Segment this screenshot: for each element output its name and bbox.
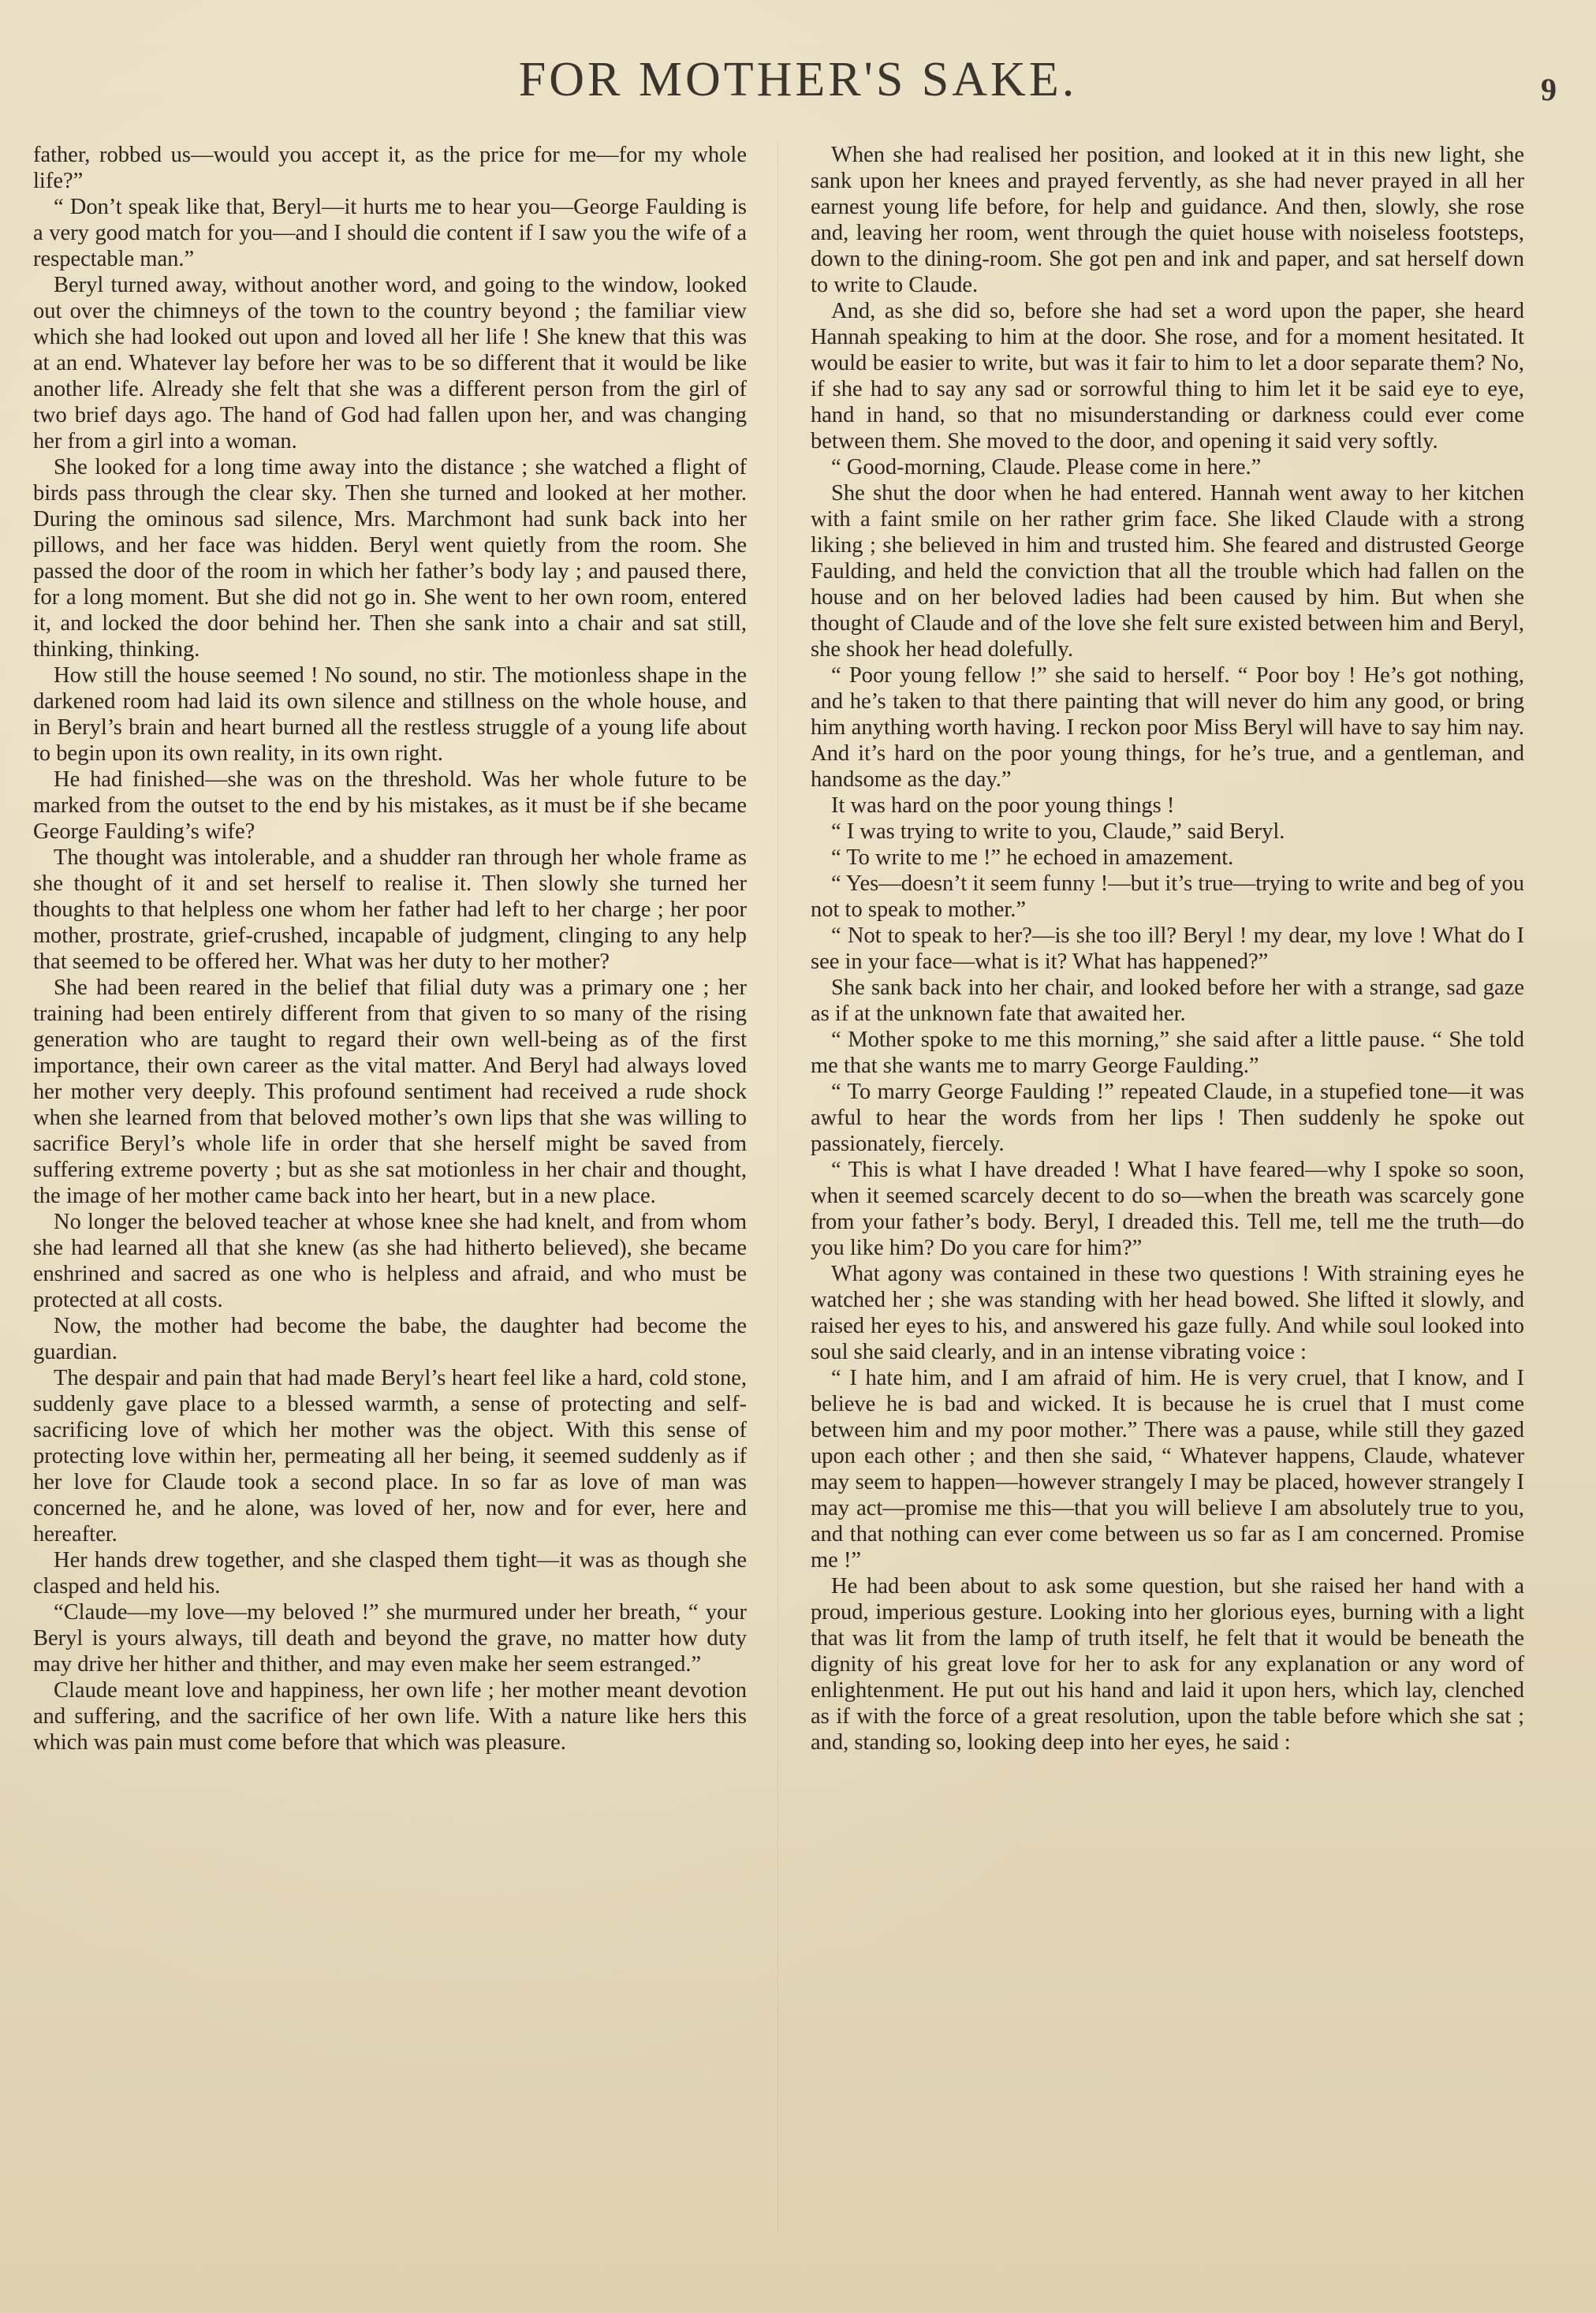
paragraph: He had finished—she was on the threshold. Was her whole future to be marked from the outset to the end by his mistakes, as it must be if she became George Faulding’s wife? — [33, 767, 747, 844]
paragraph: “ Don’t speak like that, Beryl—it hurts me to hear you—George Faulding is a very good match for you—and I should die content if I saw you the wife of a respectable man.” — [33, 195, 747, 271]
paragraph: No longer the beloved teacher at whose knee she had knelt, and from whom she had learned all that she knew (as she had hitherto believed), she became enshrined and sacred as one who is helpless and afraid, and who must be protected at all costs. — [33, 1210, 747, 1312]
right-column — [811, 142, 1524, 1755]
paragraph: He had been about to ask some question, but she raised her hand with a proud, imperious gesture. Looking into her glorious eyes, burning with a light that was lit from the lamp of truth itself, he felt that it would be beneath the dignity of his great love for her to ask for any explanation or any word of enlightenment. He put out his hand and laid it upon hers, which lay, clenched as if with the force of a great resolution, upon the table before which she sat ; and, standing so, looking deep into her eyes, he said : — [811, 1574, 1524, 1755]
paragraph: The thought was intolerable, and a shudder ran through her whole frame as she thought of it and set herself to realise it. Then slowly she turned her thoughts to that helpless one whom her father had left to her charge ; her poor mother, prostrate, grief-crushed, incapable of judgment, clinging to any help that seemed to be offered her. What was her duty to her mother? — [33, 845, 747, 974]
paragraph: She shut the door when he had entered. Hannah went away to her kitchen with a faint smile on her rather grim face. She liked Claude with a strong liking ; she believed in him and trusted him. She feared and distrusted George Faulding, and held the conviction that all the trouble which had fallen on the house and on her beloved ladies had been caused by him. But when she thought of Claude and of the love she felt sure existed between him and Beryl, she shook her head dolefully. — [811, 481, 1524, 662]
paragraph: When she had realised her position, and looked at it in this new light, she sank upon her knees and prayed fervently, as she had never prayed in all her earnest young life before, for help and guidance. And then, slowly, she rose and, leaving her room, went through the quiet house with noiseless footsteps, down to the dining-room. She got pen and ink and paper, and sat herself down to write to Claude. — [811, 143, 1524, 297]
paragraph: She had been reared in the belief that filial duty was a primary one ; her training had been entirely different from that given to so many of the rising generation who are taught to regard their own well-being as of the first importance, their own career as the vital matter. And Beryl had always loved her mother very deeply. This profound sentiment had received a rude shock when she learned from that beloved mother’s own lips that she was willing to sacrifice Beryl’s whole life in order that she herself might be saved from suffering extreme poverty ; but as she sat motionless in her chair and thought, the image of her mother came back into her heart, but in a new place. — [33, 976, 747, 1208]
paragraph: Claude meant love and happiness, her own life ; her mother meant devotion and suffering, and the sacrifice of her own life. With a nature like hers this which was pain must come before that which was pleasure. — [33, 1678, 747, 1755]
paragraph: father, robbed us—would you accept it, as the price for me—for my whole life?” — [33, 143, 747, 193]
page-number: 9 — [1541, 72, 1557, 107]
paragraph: What agony was contained in these two questions ! With straining eyes he watched her ; she was standing with her head bowed. She lifted it slowly, and raised her eyes to his, and answered his gaze fully. And while soul looked into soul she said clearly, and in an intense vibrating voice : — [811, 1262, 1524, 1364]
paragraph: It was hard on the poor young things ! — [831, 793, 1175, 818]
paragraph: “ Poor young fellow !” she said to herself. “ Poor boy ! He’s got nothing, and he’s taken to that there painting that will never do him any good, or bring him anything worth having. I reckon poor Miss Beryl will have to say him nay. And it’s hard on the poor young things, for he’s true, and a gentleman, and handsome as the day.” — [811, 663, 1524, 792]
paragraph: “Claude—my love—my beloved !” she murmured under her breath, “ your Beryl is yours always, till death and beyond the grave, no matter how duty may drive her hither and thither, and may even make her seem estranged.” — [33, 1600, 747, 1677]
column-gutter — [777, 142, 778, 2232]
paragraph: “ To marry George Faulding !” repeated Claude, in a stupefied tone—it was awful to hear the words from her lips ! Then suddenly he spoke out passionately, fiercely. — [811, 1080, 1524, 1156]
running-head: FOR MOTHER'S SAKE. — [518, 53, 1078, 106]
paragraph: Beryl turned away, without another word, and going to the window, looked out over the chimneys of the town to the country beyond ; the familiar view which she had looked out upon and loved all her life ! She knew that this was at an end. Whatever lay before her was to be so different that it would be like another life. Already she felt that she was a different person from the girl of two brief days ago. The hand of God had fallen upon her, and was changing her from a girl into a woman. — [33, 273, 747, 453]
paragraph: “ Not to speak to her?—is she too ill? Beryl ! my dear, my love ! What do I see in your face—what is it? What has happened?” — [811, 923, 1524, 974]
paragraph: “ This is what I have dreaded ! What I have feared—why I spoke so soon, when it seemed scarcely decent to do so—when the breath was scarcely gone from your father’s body. Beryl, I dreaded this. Tell me, tell me the truth—do you like him? Do you care for him?” — [811, 1158, 1524, 1260]
paragraph: “ Yes—doesn’t it seem funny !—but it’s true—trying to write and beg of you not to speak to mother.” — [811, 871, 1524, 922]
paragraph: “ Mother spoke to me this morning,” she said after a little pause. “ She told me that she wants me to marry George Faulding.” — [811, 1028, 1524, 1078]
paragraph: “ I was trying to write to you, Claude,” said Beryl. — [831, 819, 1285, 844]
paragraph: She looked for a long time away into the distance ; she watched a flight of birds pass through the clear sky. Then she turned and looked at her mother. During the ominous sad silence, Mrs. Marchmont had sunk back into her pillows, and her face was hidden. Beryl went quietly from the room. She passed the door of the room in which her father’s body lay ; and paused there, for a long moment. But she did not go in. She went to her own room, entered it, and locked the door behind her. Then she sank into a chair and sat still, thinking, thinking. — [33, 455, 747, 662]
paragraph: “ Good-morning, Claude. Please come in here.” — [831, 455, 1262, 479]
paragraph: Now, the mother had become the babe, the daughter had become the guardian. — [33, 1314, 747, 1364]
paragraph: She sank back into her chair, and looked before her with a strange, sad gaze as if at the unknown fate that awaited her. — [811, 976, 1524, 1026]
paragraph: How still the house seemed ! No sound, no stir. The motionless shape in the darkened room had laid its own silence and stillness on the whole house, and in Beryl’s brain and heart burned all the restless struggle of a young life about to begin upon its own reality, in its own right. — [33, 663, 747, 766]
paragraph: The despair and pain that had made Beryl’s heart feel like a hard, cold stone, suddenly gave place to a blessed warmth, a sense of protecting and self-sacrificing love of which her mother was the object. With this sense of protecting love within her, permeating all her being, it seemed suddenly as if her love for Claude took a second place. In so far as love of man was concerned he, and he alone, was loved of her, now and for ever, here and hereafter. — [33, 1366, 747, 1546]
paragraph: “ To write to me !” he echoed in amazement. — [831, 845, 1234, 870]
left-column — [33, 142, 747, 1755]
paragraph: Her hands drew together, and she clasped them tight—it was as though she clasped and held his. — [33, 1548, 747, 1599]
paragraph: And, as she did so, before she had set a word upon the paper, she heard Hannah speaking to him at the door. She rose, and for a moment hesitated. It would be easier to write, but was it fair to him to let a door separate them? No, if she had to say any sad or sorrowful thing to him let it be said eye to eye, hand in hand, so that no misunderstanding or darkness could ever come between them. She moved to the door, and opening it said very softly. — [811, 299, 1524, 453]
paragraph: “ I hate him, and I am afraid of him. He is very cruel, that I know, and I believe he is bad and wicked. It is because he is cruel that I must come between him and my poor mother.” There was a pause, while still they gazed upon each other ; and then she said, “ Whatever happens, Claude, whatever may seem to happen—however strangely I may be placed, however strangely I may act—promise me this—that you will believe I am absolutely true to you, and that nothing can ever come between us so far as I am concerned. Promise me !” — [811, 1366, 1524, 1572]
